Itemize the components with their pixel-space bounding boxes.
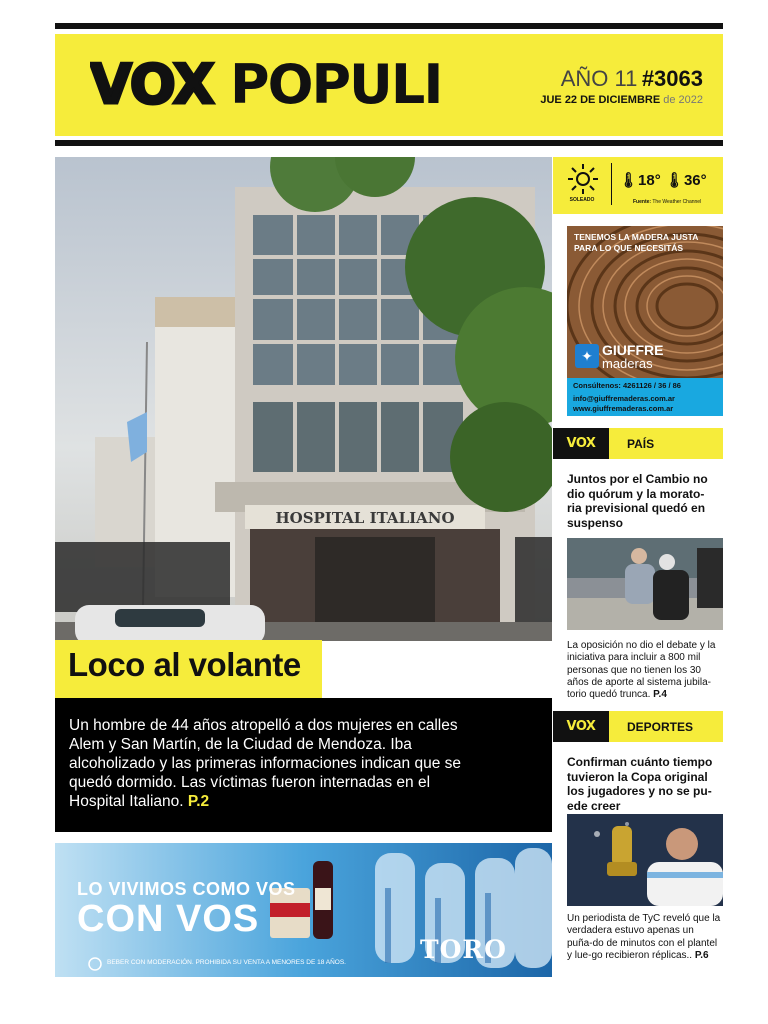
deportes-photo <box>567 814 723 906</box>
weather-condition: SOLEADO <box>569 197 595 203</box>
sun-icon <box>567 163 599 195</box>
ad-phone: Consúltenos: 4261126 / 36 / 86 <box>573 381 681 390</box>
lede-text: Un hombre de 44 años atropelló a dos mujeres en calles Alem y San Martín, de la Ciudad de Mendoza. Iba alcoholizado y las primeras informaciones indican que se quedó dormido. Las víctimas fueron internadas en el Hospital Italiano. P.2 <box>69 717 462 810</box>
ad-contact <box>567 378 723 416</box>
ad-email[interactable]: info@giuffremaderas.com.ar <box>573 394 675 403</box>
ad-toro-line2: CON VOS <box>77 898 260 940</box>
weather-temps <box>619 171 707 189</box>
temp-min: 18° <box>638 172 661 189</box>
svg-text:✦: ✦ <box>581 348 593 364</box>
hero-photo[interactable] <box>55 157 552 641</box>
logo-populi: POPULI <box>230 53 442 116</box>
ad-web[interactable]: www.giuffremaderas.com.ar <box>573 404 674 413</box>
year-label: AÑO 11 <box>560 66 638 91</box>
thermometer-icon: 🌡 <box>619 172 639 189</box>
ad-toro-line1: LO VIVIMOS COMO VOS <box>77 879 296 899</box>
logo-mark <box>90 52 480 116</box>
ad-toro-disclaimer: BEBER CON MODERACIÓN. PROHIBIDA SU VENTA A MENORES DE 18 AÑOS. <box>107 959 346 966</box>
deportes-headline[interactable]: Confirman cuánto tiempo tuvieron la Copa original los jugadores y no se pu-ede creer <box>567 755 713 813</box>
logo[interactable] <box>90 52 480 116</box>
section-pais-vox: VOX <box>553 428 609 459</box>
pais-body: La oposición no dio el debate y la iniciativa para incluir a 800 mil personas que no tienen los 30 años de aporte al sistema jubila-torio quedó trunca. P.4 <box>567 640 716 701</box>
weather-box <box>553 157 723 214</box>
pais-headline[interactable]: Juntos por el Cambio no dio quórum y la morato-ria previsional quedó en suspenso <box>567 472 708 530</box>
masthead-rule <box>55 140 723 146</box>
weather-source: Fuente: The Weather Channel <box>633 199 702 205</box>
page-ref[interactable]: P.2 <box>187 793 210 810</box>
pais-page-ref[interactable]: P.4 <box>653 689 667 701</box>
ad-brand: GIUFFRE maderas <box>602 342 664 371</box>
deportes-page-ref[interactable]: P.6 <box>694 949 709 961</box>
ad-giuffre[interactable] <box>567 226 723 416</box>
deportes-body: Un periodista de TyC reveló que la verdadera estuvo apenas un puña-do de minutos con el plantel y lue-go recibieron réplicas.. P.6 <box>567 913 721 961</box>
thermometer-icon: 🌡 <box>664 172 684 189</box>
pais-photo <box>567 538 723 630</box>
ad-toro[interactable] <box>55 843 552 977</box>
section-deportes-header[interactable]: DEPORTES <box>609 711 723 742</box>
section-deportes-vox: VOX <box>553 711 609 742</box>
hospital-photo <box>55 157 552 641</box>
issue-number: #3063 <box>641 66 703 91</box>
hospital-sign: HOSPITAL ITALIANO <box>275 509 455 527</box>
ad-toro-brand: TORO <box>420 935 507 964</box>
ad-tagline: TENEMOS LA MADERA JUSTA PARA LO QUE NECESITÁS <box>574 232 699 253</box>
headline[interactable]: Loco al volante <box>68 646 301 683</box>
section-pais-header[interactable]: PAÍS <box>609 428 723 459</box>
top-rule <box>55 23 723 29</box>
logo-vox: VOX <box>90 53 214 116</box>
issue-info <box>540 66 703 106</box>
weather-divider <box>611 163 612 205</box>
temp-max: 36° <box>683 172 707 189</box>
issue-date: JUE 22 DE DICIEMBRE de 2022 <box>540 94 703 106</box>
